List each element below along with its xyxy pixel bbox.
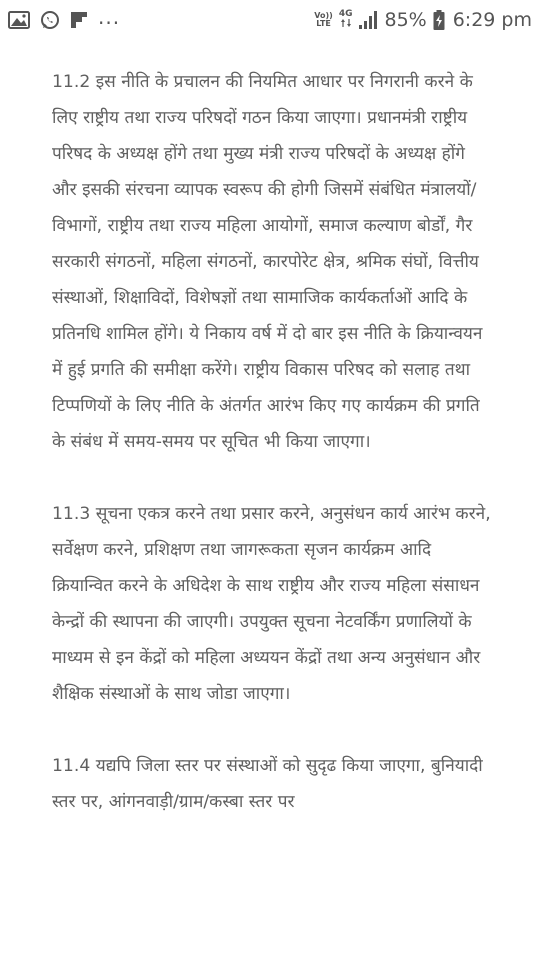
data-arrows-icon	[341, 19, 351, 30]
paragraph-11-3: 11.3 सूचना एकत्र करने तथा प्रसार करने, अनुसंधन कार्य आरंभ करने, सर्वेक्षण करने, प्रशिक्षण तथा जागरूकता सृजन कार्यक्रम आदि क्रियान्वित करने के अधिदेश के साथ राष्ट्रीय और राज्य महिला संसाधन केन्द्रों की स्थापना की जाएगी। उपयुक्त सूचना नेटवर्किंग प्रणालियों के माध्यम से इन केंद्रों को महिला अध्ययन केंद्रों तथा अन्य अनुसंधान और शैक्षिक संस्थाओं के साथ जोडा जाएगा।	[52, 504, 491, 704]
volte-bottom: LTE	[316, 19, 331, 28]
article-body	[52, 64, 492, 856]
battery-percent: 85%	[384, 9, 427, 31]
status-left	[8, 0, 130, 40]
paragraph-11-4: 11.4 यद्यपि जिला स्तर पर संस्थाओं को सुदृढ किया जाएगा, बुनियादी स्तर पर, आंगनवाड़ी/ग्राम/कस्बा स्तर पर	[52, 756, 483, 812]
whatsapp-icon	[40, 10, 60, 30]
signal-icon	[358, 11, 378, 29]
status-bar	[0, 0, 540, 40]
volte-indicator	[314, 12, 333, 28]
clock: 6:29 pm	[452, 9, 532, 31]
flipboard-icon	[70, 11, 88, 29]
network-type	[339, 10, 353, 30]
paragraph-11-2: 11.2 इस नीति के प्रचालन की नियमित आधार पर निगरानी करने के लिए राष्ट्रीय तथा राज्य परिषदों गठन किया जाएगा। प्रधानमंत्री राष्ट्रीय परिषद के अध्यक्ष होंगे तथा मुख्य मंत्री राज्य परिषदों के अध्यक्ष होंगे और इसकी संरचना व्यापक स्वरूप की होगी जिसमें संबंधित मंत्रालयों/विभागों, राष्ट्रीय तथा राज्य महिला आयोगों, समाज कल्याण बोर्डों, गैर सरकारी संगठनों, महिला संगठनों, कारपोरेट क्षेत्र, श्रमिक संघों, वित्तीय संस्थाओं, शिक्षाविदों, विशेषज्ञों तथा सामाजिक कार्यकर्ताओं आदि के प्रतिनधि शामिल होंगे। ये निकाय वर्ष में दो बार इस नीति के क्रियान्वयन में हुई प्रगति की समीक्षा करेंगे। राष्ट्रीय विकास परिषद को सलाह तथा टिप्पणियों के लिए नीति के अंतर्गत आरंभ किए गए कार्यक्रम की प्रगति के संबंध में समय-समय पर सूचित भी किया जाएगा।	[52, 72, 483, 452]
status-right	[308, 0, 532, 40]
network-type-label: 4G	[338, 9, 353, 19]
gallery-icon	[8, 11, 30, 29]
battery-charging-icon	[433, 10, 445, 30]
volte-top: Vo))	[314, 11, 333, 20]
more-notifications: ...	[98, 5, 121, 29]
